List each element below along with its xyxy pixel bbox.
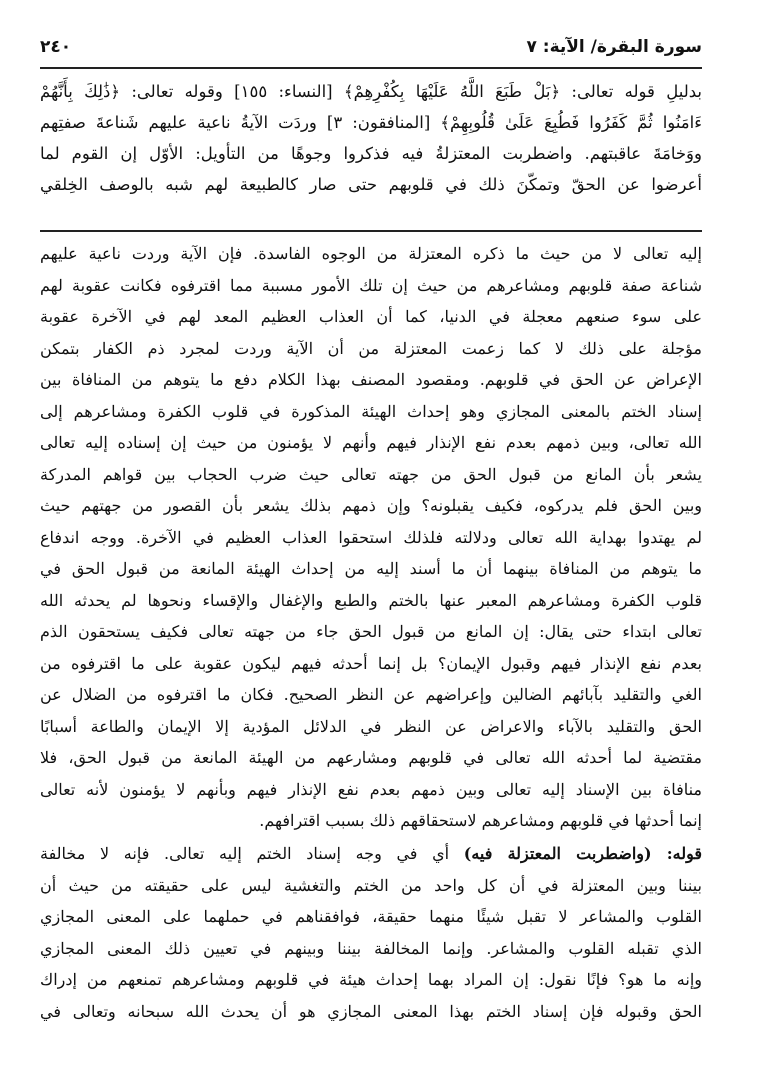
commentary-line: الحق وقبوله فإن إسناد الختم بهذا المعنى المجازي هو أن يحدث الله سبحانه وتعالى في xyxy=(40,1001,702,1021)
header-divider xyxy=(40,67,702,69)
commentary-line: منافاة بين الإسناد إليه تعالى وبين ذمهم بعدم نفع الإنذار فيهم وبأنهم لا يؤمنون لأنه تعالى xyxy=(40,779,702,799)
commentary-line: مؤجلة على ذلك لا كما زعمت المعتزلة من أن الآية وردت لمجرد ذم الكفار بتمكن xyxy=(40,338,702,358)
commentary-line: الغي والتقليد بآبائهم الضالين وإعراضهم عن النظر الصحيح. فكان ما اقترفوه من الضلال عن xyxy=(40,685,702,704)
commentary-text: أي في وجه إسناد الختم إليه تعالى. فإنه لا مخالفة xyxy=(40,844,464,863)
main-text-line: ووَخامَةَ عاقبتهم. واضطربت المعتزلةُ فيه فذكروا وجوهًا من التأويل: الأوّل إن القوم لما xyxy=(40,144,702,163)
commentary-line: الحق والتقليد بالآباء والاعراض عن النظر في الدلائل المؤدية إلا الإيمان والطاعة أسبابًا xyxy=(40,716,702,736)
commentary-line: وإنه ما هو؟ فإنًا نقول: إن المراد بهما إحداث هيئة في قلوبهم ومشاعرهم تمنعهم من إدراك xyxy=(40,970,702,989)
commentary-line: مقتضية لما أحدثه الله تعالى في قلوبهم ومشارعهم من الهيئة المانعة من قبول الحق، فلا xyxy=(40,748,702,767)
commentary-line: شناعة صفة قلوبهم ومشاعرهم من حيث إن تلك الأمور مسببة مما اقترفوه فكانت عقوبة لهم xyxy=(40,275,702,295)
commentary-line: قلوب الكفرة ومشاعرهم المعبر عنها بالختم والطبع والإغفال والإقساء ونحوها لم يحدثه الله xyxy=(40,590,702,610)
commentary-block-1 xyxy=(40,238,702,837)
main-text-line: بدليلِ قوله تعالى: ﴿بَلْ طَبَعَ اللَّهُ عَلَيْهَا بِكُفْرِهِمْ﴾ [النساء: ١٥٥] وقوله تعالى: ﴿ذَٰلِكَ بِأَنَّهُمْ xyxy=(40,82,702,101)
commentary-line: يشعر بأن المانع من قبول الحق من جهته تعالى حيث ضرب الحجاب بين قواهم المدركة xyxy=(40,464,702,484)
commentary-line: الذي تقبله القلوب والمشاعر. وإنما المخالفة بيننا وبينهم في تعيين ذلك المعنى المجازي xyxy=(40,938,702,958)
running-title: سورة البقرة/ الآية: ٧ xyxy=(526,37,702,57)
commentary-divider xyxy=(40,230,702,232)
book-page xyxy=(40,0,702,1081)
running-header xyxy=(40,32,702,62)
commentary-line: على سوء صنعهم معجلة في الدنيا، كما أن العذاب العظيم المعد لهم في الآخرة عقوبة xyxy=(40,307,702,326)
commentary-line: القلوب والمشاعر لا تقبل شيئًا منهما حقيقة، فوافقناهم في حملهما على المعنى المجازي xyxy=(40,907,702,926)
page-number: ٢٤٠ xyxy=(40,37,72,57)
commentary-line: الإعراض عن الحق في قلوبهم. ومقصود المصنف بهذا الكلام دفع ما يتوهم من المنافاة بين xyxy=(40,370,702,389)
commentary-first-line xyxy=(40,838,702,870)
commentary-block-2 xyxy=(40,838,702,1027)
commentary-line: بعدم نفع الإنذار فيهم وقبول الإيمان؟ بل إنما أحدثه فيهم ليكون عقوبة على ما اقترفوه من xyxy=(40,653,702,673)
main-text-line: أعرضوا عن الحقّ وتمكّنَ ذلك في قلوبهم حتى صار كالطبيعة لهم شبه بالوصف الخِلقي xyxy=(40,175,702,194)
commentary-line: لم يهتدوا بهداية الله تعالى ودلالته فلذلك استحقوا العذاب العظيم في الآخرة. ووجه اندفاع xyxy=(40,527,702,547)
commentary-line: إليه تعالى لا من حيث ما ذكره المعتزلة من الوجوه الفاسدة. فإن الآية وردت ناعية عليهم xyxy=(40,244,702,263)
commentary-line: بيننا وبين المعتزلة في أن كل واحد من الختم والتغشية ليس على حقيقته من حيث أن xyxy=(40,875,702,895)
commentary-line: إسناد الختم بالمعنى المجازي وهو إحداث الهيئة المذكورة في قلوب الكفرة ومشاعرهم إلى xyxy=(40,401,702,421)
commentary-line: ما يتوهم من المنافاة بينهما أن ما أسند إليه من إحداث الهيئة المانعة من قبول الحق في xyxy=(40,559,702,578)
main-text-line: ءَامَنُوا ثُمَّ كَفَرُوا فَطُبِعَ عَلَىٰ قُلُوبِهِمْ﴾ [المنافقون: ٣] وردَت الآيةُ ناعية عليهم شَناعةَ صفتِهم xyxy=(40,113,702,132)
quoted-phrase-heading: قوله: (واضطربت المعتزلة فيه) xyxy=(463,844,702,863)
commentary-line: تعالى ابتداء حتى يقال: إن المانع من قبول الحق جاء من جهته تعالى فكيف يستحقون الذم xyxy=(40,622,702,641)
commentary-line: الله تعالى، وبين ذمهم بعدم نفع الإنذار فيهم وأنهم لا يؤمنون من حيث إن إسناده إليه تعالى xyxy=(40,433,702,452)
commentary-line: إنما أحدثها في قلوبهم ومشاعرهم لاستحقاقهم ذلك بسبب اقترافهم. xyxy=(259,811,702,830)
commentary-line: وبين الحق فلم يدركوه، فكيف يقبلونه؟ وإن ذمهم بذلك يشعر بأن القصور من جهتهم حيث xyxy=(40,496,702,515)
main-text-block xyxy=(40,76,702,200)
